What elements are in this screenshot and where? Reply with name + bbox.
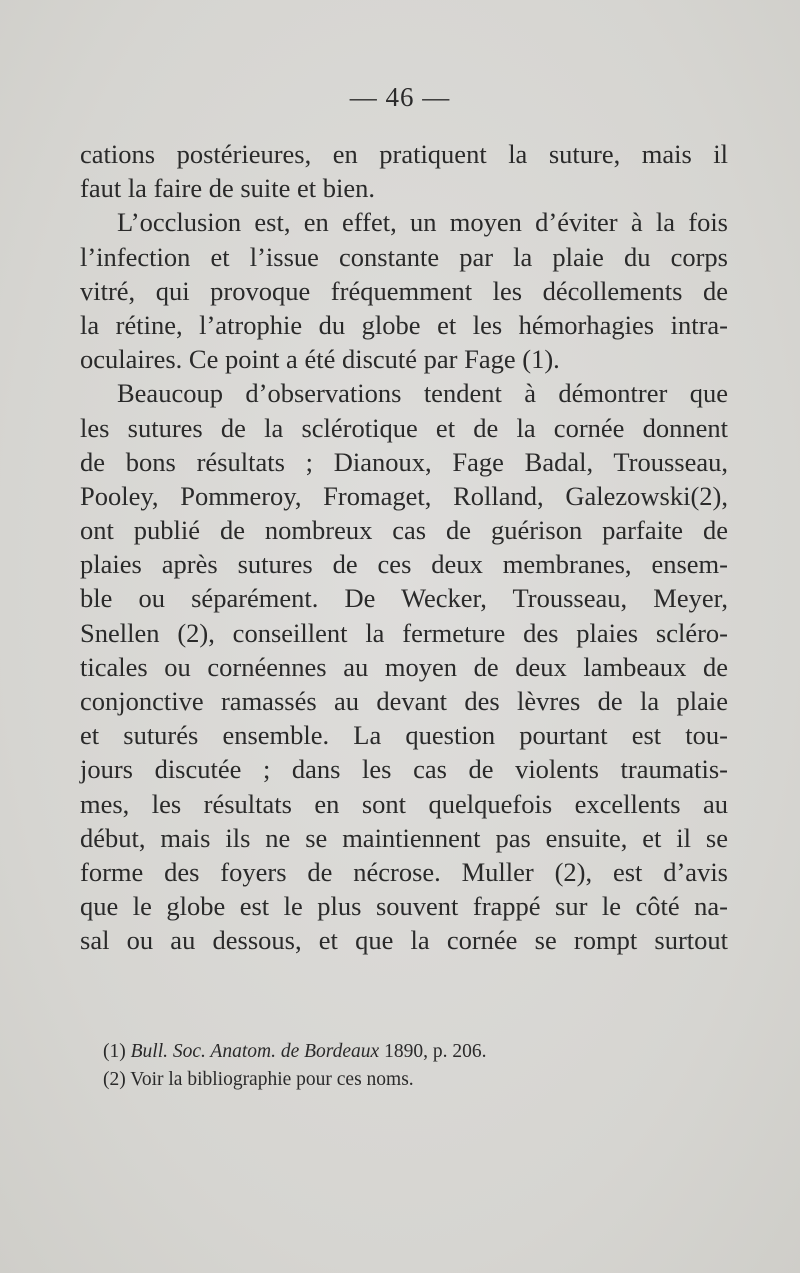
text-line: que le globe est le plus souvent frappé sur le côté na- (80, 891, 728, 922)
footnote-1-citation: 1890, p. 206. (379, 1041, 487, 1062)
text-line: jours discutée ; dans les cas de violents traumatis- (80, 754, 728, 785)
text-line: sal ou au dessous, et que la cornée se rompt surtout (80, 925, 728, 956)
page-number: — 46 — (349, 82, 451, 112)
footnote-1-source: Bull. Soc. Anatom. de Bordeaux (130, 1041, 380, 1062)
text-line: plaies après sutures de ces deux membranes, ensem- (80, 549, 728, 580)
text-line: l’infection et l’issue constante par la plaie du corps (80, 241, 728, 272)
text-line: forme des foyers de nécrose. Muller (2), est d’avis (80, 856, 728, 887)
footnotes (103, 1038, 723, 1094)
text-line: L’occlusion est, en effet, un moyen d’éviter à la fois (117, 207, 728, 238)
text-line: ont publié de nombreux cas de guérison parfaite de (80, 515, 728, 546)
footnote-1-marker: (1) (103, 1041, 131, 1062)
text-line: début, mais ils ne se maintiennent pas ensuite, et il se (80, 822, 728, 853)
text-line: oculaires. Ce point a été discuté par Fage (1). (80, 344, 560, 375)
body-text (80, 137, 728, 958)
text-line: mes, les résultats en sont quelquefois excellents au (80, 788, 728, 819)
text-line: faut la faire de suite et bien. (80, 173, 376, 204)
text-line: les sutures de la sclérotique et de la cornée donnent (80, 412, 728, 443)
text-line: et suturés ensemble. La question pourtant est tou- (80, 720, 728, 751)
text-line: ble ou séparément. De Wecker, Trousseau, Meyer, (80, 583, 728, 614)
text-line: conjonctive ramassés au devant des lèvres de la plaie (80, 686, 728, 716)
footnote-2: (2) Voir la bibliographie pour ces noms. (103, 1069, 414, 1090)
text-line: vitré, qui provoque fréquemment les décollements de (80, 275, 728, 306)
text-line: cations postérieures, en pratiquent la suture, mais il (80, 139, 728, 169)
text-line: Pooley, Pommeroy, Fromaget, Rolland, Galezowski(2), (80, 480, 728, 511)
text-line: Snellen (2), conseillent la fermeture des plaies scléro- (80, 617, 728, 648)
text-line: de bons résultats ; Dianoux, Fage Badal, Trousseau, (80, 446, 728, 477)
text-line: Beaucoup d’observations tendent à démontrer que (117, 378, 728, 409)
text-line: la rétine, l’atrophie du globe et les hémorhagies intra- (80, 309, 728, 340)
footnote-1 (103, 1038, 723, 1066)
text-line: ticales ou cornéennes au moyen de deux lambeaux de (80, 651, 728, 682)
